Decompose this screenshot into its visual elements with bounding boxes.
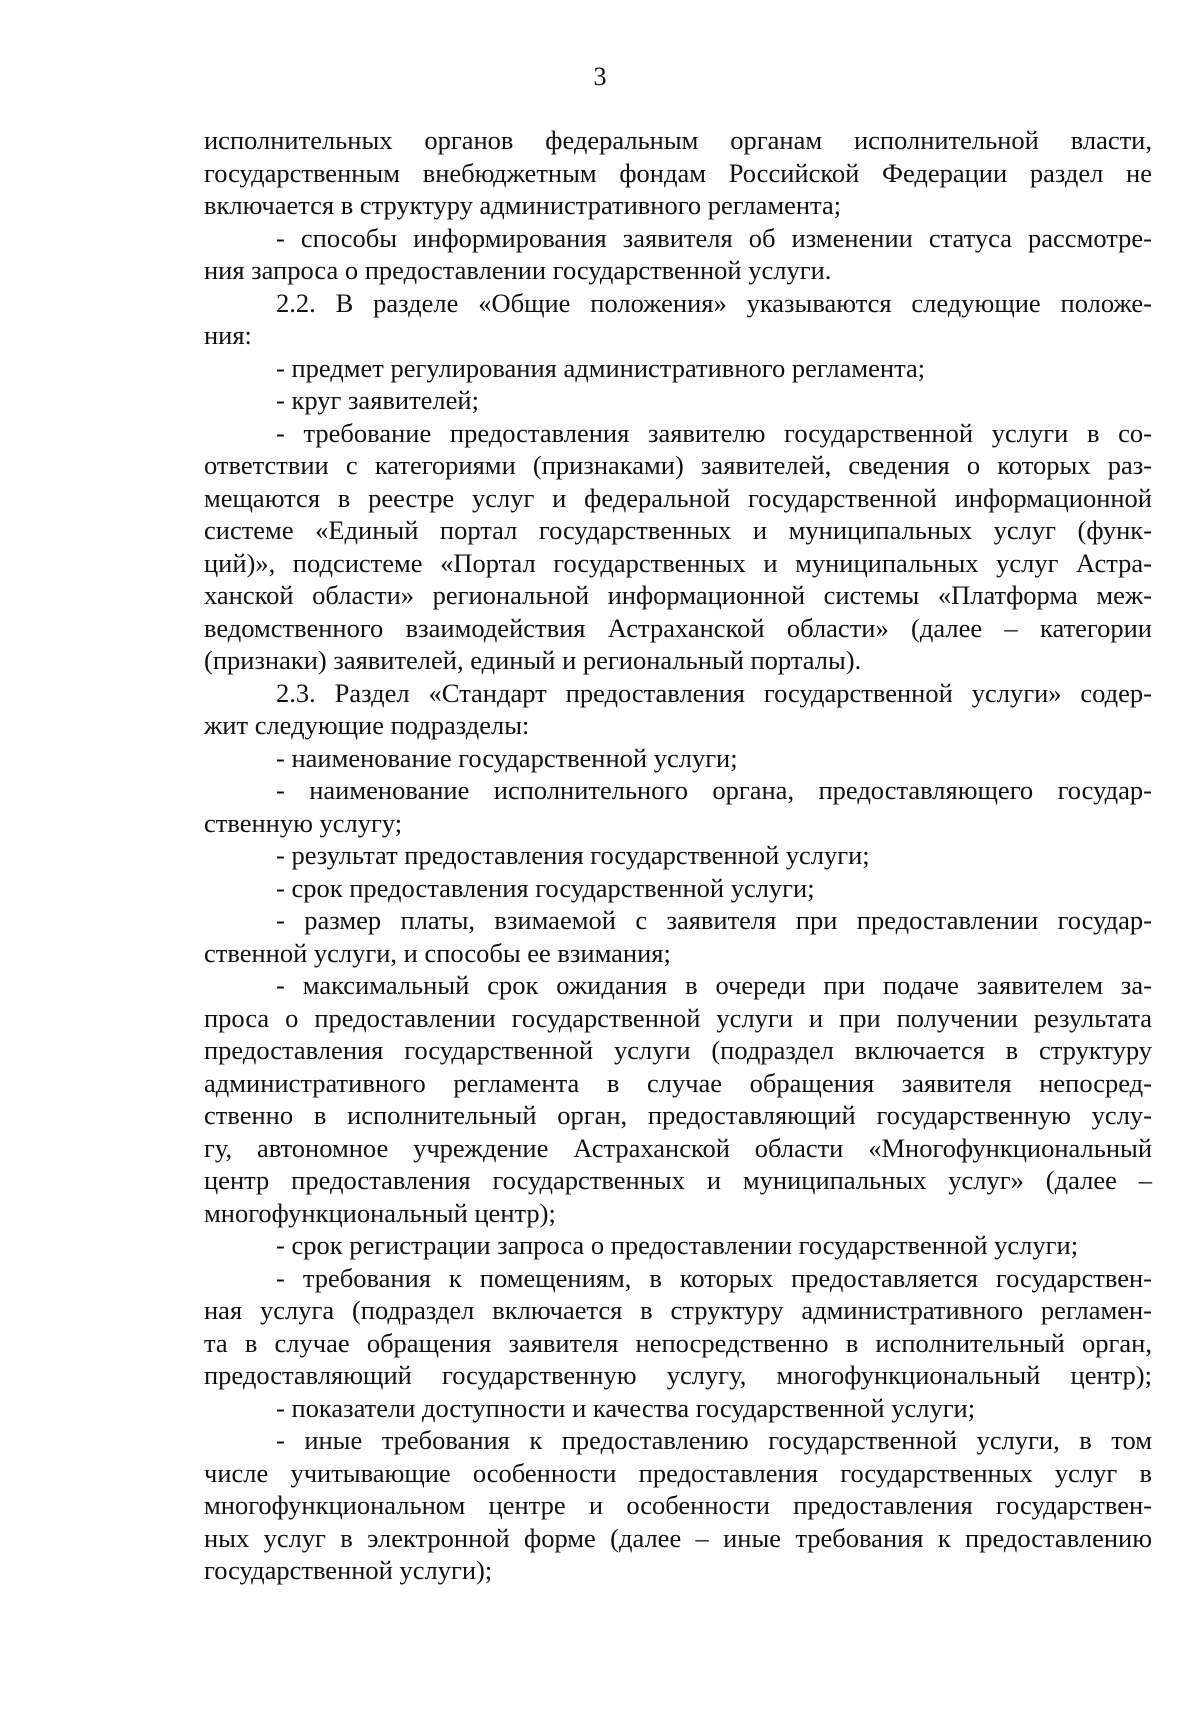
text-line: ведомственного взаимодействия Астраханской области» (далее – категории bbox=[204, 612, 1152, 643]
text-line: - круг заявителей; bbox=[276, 385, 479, 415]
text-line: государственным внебюджетным фондам Российской Федерации раздел не bbox=[204, 157, 1152, 188]
text-line: (признаки) заявителей, единый и региональный порталы). bbox=[204, 645, 862, 675]
text-line: - максимальный срок ожидания в очереди при подаче заявителем за- bbox=[276, 970, 1152, 1000]
document-body bbox=[204, 124, 1152, 1587]
text-line: мещаются в реестре услуг и федеральной государственной информационной bbox=[204, 482, 1152, 513]
text-line: ций)», подсистеме «Портал государственных и муниципальных услуг Астра- bbox=[204, 547, 1152, 578]
text-line: ния: bbox=[204, 320, 252, 350]
text-line: - наименование исполнительного органа, предоставляющего государ- bbox=[276, 775, 1152, 805]
text-line: административного регламента в случае обращения заявителя непосред- bbox=[204, 1067, 1152, 1098]
text-line: предоставления государственной услуги (подраздел включается в структуру bbox=[204, 1035, 1152, 1065]
text-line: - предмет регулирования административного регламента; bbox=[276, 352, 926, 383]
text-line: - иные требования к предоставлению государственной услуги, в том bbox=[276, 1425, 1152, 1455]
page-number: 3 bbox=[593, 62, 607, 91]
text-line: предоставляющий государственную услугу, многофункциональный центр); bbox=[204, 1360, 1152, 1390]
text-line: - требования к помещениям, в которых предоставляется государствен- bbox=[276, 1262, 1152, 1293]
text-line: включается в структуру административного регламента; bbox=[204, 190, 842, 220]
text-line: - результат предоставления государственной услуги; bbox=[276, 840, 870, 870]
text-line: 2.2. В разделе «Общие положения» указываются следующие положе- bbox=[276, 287, 1152, 318]
text-line: 2.3. Раздел «Стандарт предоставления государственной услуги» содер- bbox=[276, 677, 1152, 708]
text-line: жит следующие подразделы: bbox=[204, 710, 530, 740]
text-line: ственной услуги, и способы ее взимания; bbox=[204, 937, 671, 968]
text-line: - наименование государственной услуги; bbox=[276, 742, 738, 773]
text-line: исполнительных органов федеральным органам исполнительной власти, bbox=[204, 125, 1152, 155]
text-line: - требование предоставления заявителю государственной услуги в со- bbox=[276, 417, 1152, 448]
text-line: многофункциональный центр); bbox=[204, 1197, 556, 1228]
text-line: - способы информирования заявителя об изменении статуса рассмотре- bbox=[276, 222, 1152, 253]
text-line: проса о предоставлении государственной услуги и при получении результата bbox=[204, 1002, 1152, 1033]
text-line: центр предоставления государственных и муниципальных услуг» (далее – bbox=[204, 1165, 1152, 1195]
text-line: ных услуг в электронной форме (далее – иные требования к предоставлению bbox=[204, 1522, 1152, 1553]
text-line: - размер платы, взимаемой с заявителя при предоставлении государ- bbox=[276, 905, 1152, 935]
text-line: многофункциональном центре и особенности предоставления государствен- bbox=[204, 1490, 1152, 1520]
text-line: числе учитывающие особенности предоставления государственных услуг в bbox=[204, 1457, 1152, 1488]
text-line: ственную услугу; bbox=[204, 807, 403, 838]
text-line: государственной услуги); bbox=[204, 1555, 493, 1585]
text-line: ния запроса о предоставлении государственной услуги. bbox=[204, 255, 832, 285]
text-line: ответствии с категориями (признаками) заявителей, сведения о которых раз- bbox=[204, 450, 1152, 480]
text-line: та в случае обращения заявителя непосредственно в исполнительный орган, bbox=[204, 1327, 1152, 1358]
text-line: - показатели доступности и качества государственной услуги; bbox=[276, 1392, 976, 1423]
text-line: гу, автономное учреждение Астраханской области «Многофункциональный bbox=[204, 1132, 1152, 1163]
text-line: - срок предоставления государственной услуги; bbox=[276, 872, 815, 903]
text-line: - срок регистрации запроса о предоставлении государственной услуги; bbox=[276, 1230, 1079, 1260]
text-line: ханской области» региональной информационной системы «Платформа меж- bbox=[204, 580, 1152, 610]
text-line: ственно в исполнительный орган, предоставляющий государственную услу- bbox=[204, 1100, 1152, 1130]
text-line: системе «Единый портал государственных и муниципальных услуг (функ- bbox=[204, 515, 1152, 545]
text-line: ная услуга (подраздел включается в структуру административного регламен- bbox=[204, 1295, 1152, 1325]
